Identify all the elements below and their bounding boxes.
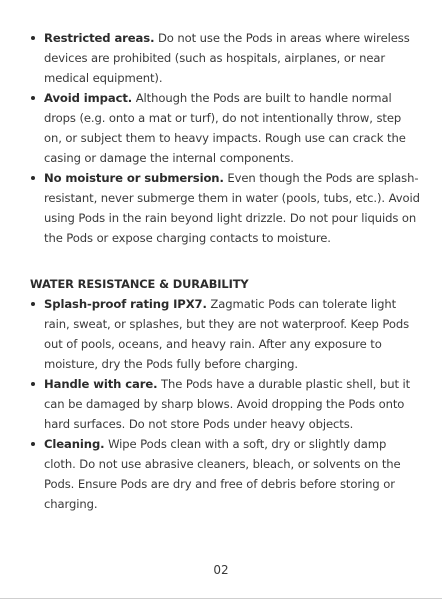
bullet-icon	[31, 96, 35, 100]
section-heading: WATER RESISTANCE & DURABILITY	[30, 277, 249, 291]
list-item	[30, 28, 420, 88]
item-text: Even though the Pods are splash-resistant, never submerge them in water (pools, tubs, etc.). Avoid using Pods in the rain beyond light drizzle. Do not pour liquids on the Pods or expose charging contacts to moisture.	[44, 171, 420, 245]
item-lead: Handle with care.	[44, 377, 158, 391]
list-item	[30, 374, 420, 434]
water-resistance-list	[30, 294, 420, 514]
item-text: Wipe Pods clean with a soft, dry or slightly damp cloth. Do not use abrasive cleaners, bleach, or solvents on the Pods. Ensure Pods are dry and free of debris before storing or charging.	[44, 437, 401, 511]
bullet-icon	[31, 176, 35, 180]
safety-list	[30, 28, 420, 248]
list-item	[30, 88, 420, 168]
item-lead: Avoid impact.	[44, 91, 133, 105]
item-lead: Cleaning.	[44, 437, 105, 451]
bullet-icon	[31, 382, 35, 386]
item-lead: Restricted areas.	[44, 31, 155, 45]
item-text: Do not use the Pods in areas where wireless devices are prohibited (such as hospitals, airplanes, or near medical equipment).	[44, 31, 410, 85]
list-item	[30, 294, 420, 374]
list-item	[30, 434, 420, 514]
list-item	[30, 168, 420, 248]
bullet-icon	[31, 442, 35, 446]
page-number: 02	[213, 563, 229, 577]
page-content	[30, 28, 420, 514]
item-text: The Pods have a durable plastic shell, but it can be damaged by sharp blows. Avoid dropping the Pods onto hard surfaces. Do not store Pods under heavy objects.	[44, 377, 411, 431]
item-text: Although the Pods are built to handle normal drops (e.g. onto a mat or turf), do not intentionally throw, step on, or subject them to heavy impacts. Rough use can crack the casing or damage the internal components.	[44, 91, 406, 165]
bullet-icon	[31, 36, 35, 40]
item-lead: No moisture or submersion.	[44, 171, 224, 185]
item-lead: Splash-proof rating IPX7.	[44, 297, 207, 311]
item-text: Zagmatic Pods can tolerate light rain, sweat, or splashes, but they are not waterproof. Keep Pods out of pools, oceans, and heavy rain. After any exposure to moisture, dry the Pods fully before charging.	[44, 297, 410, 371]
bullet-icon	[31, 302, 35, 306]
